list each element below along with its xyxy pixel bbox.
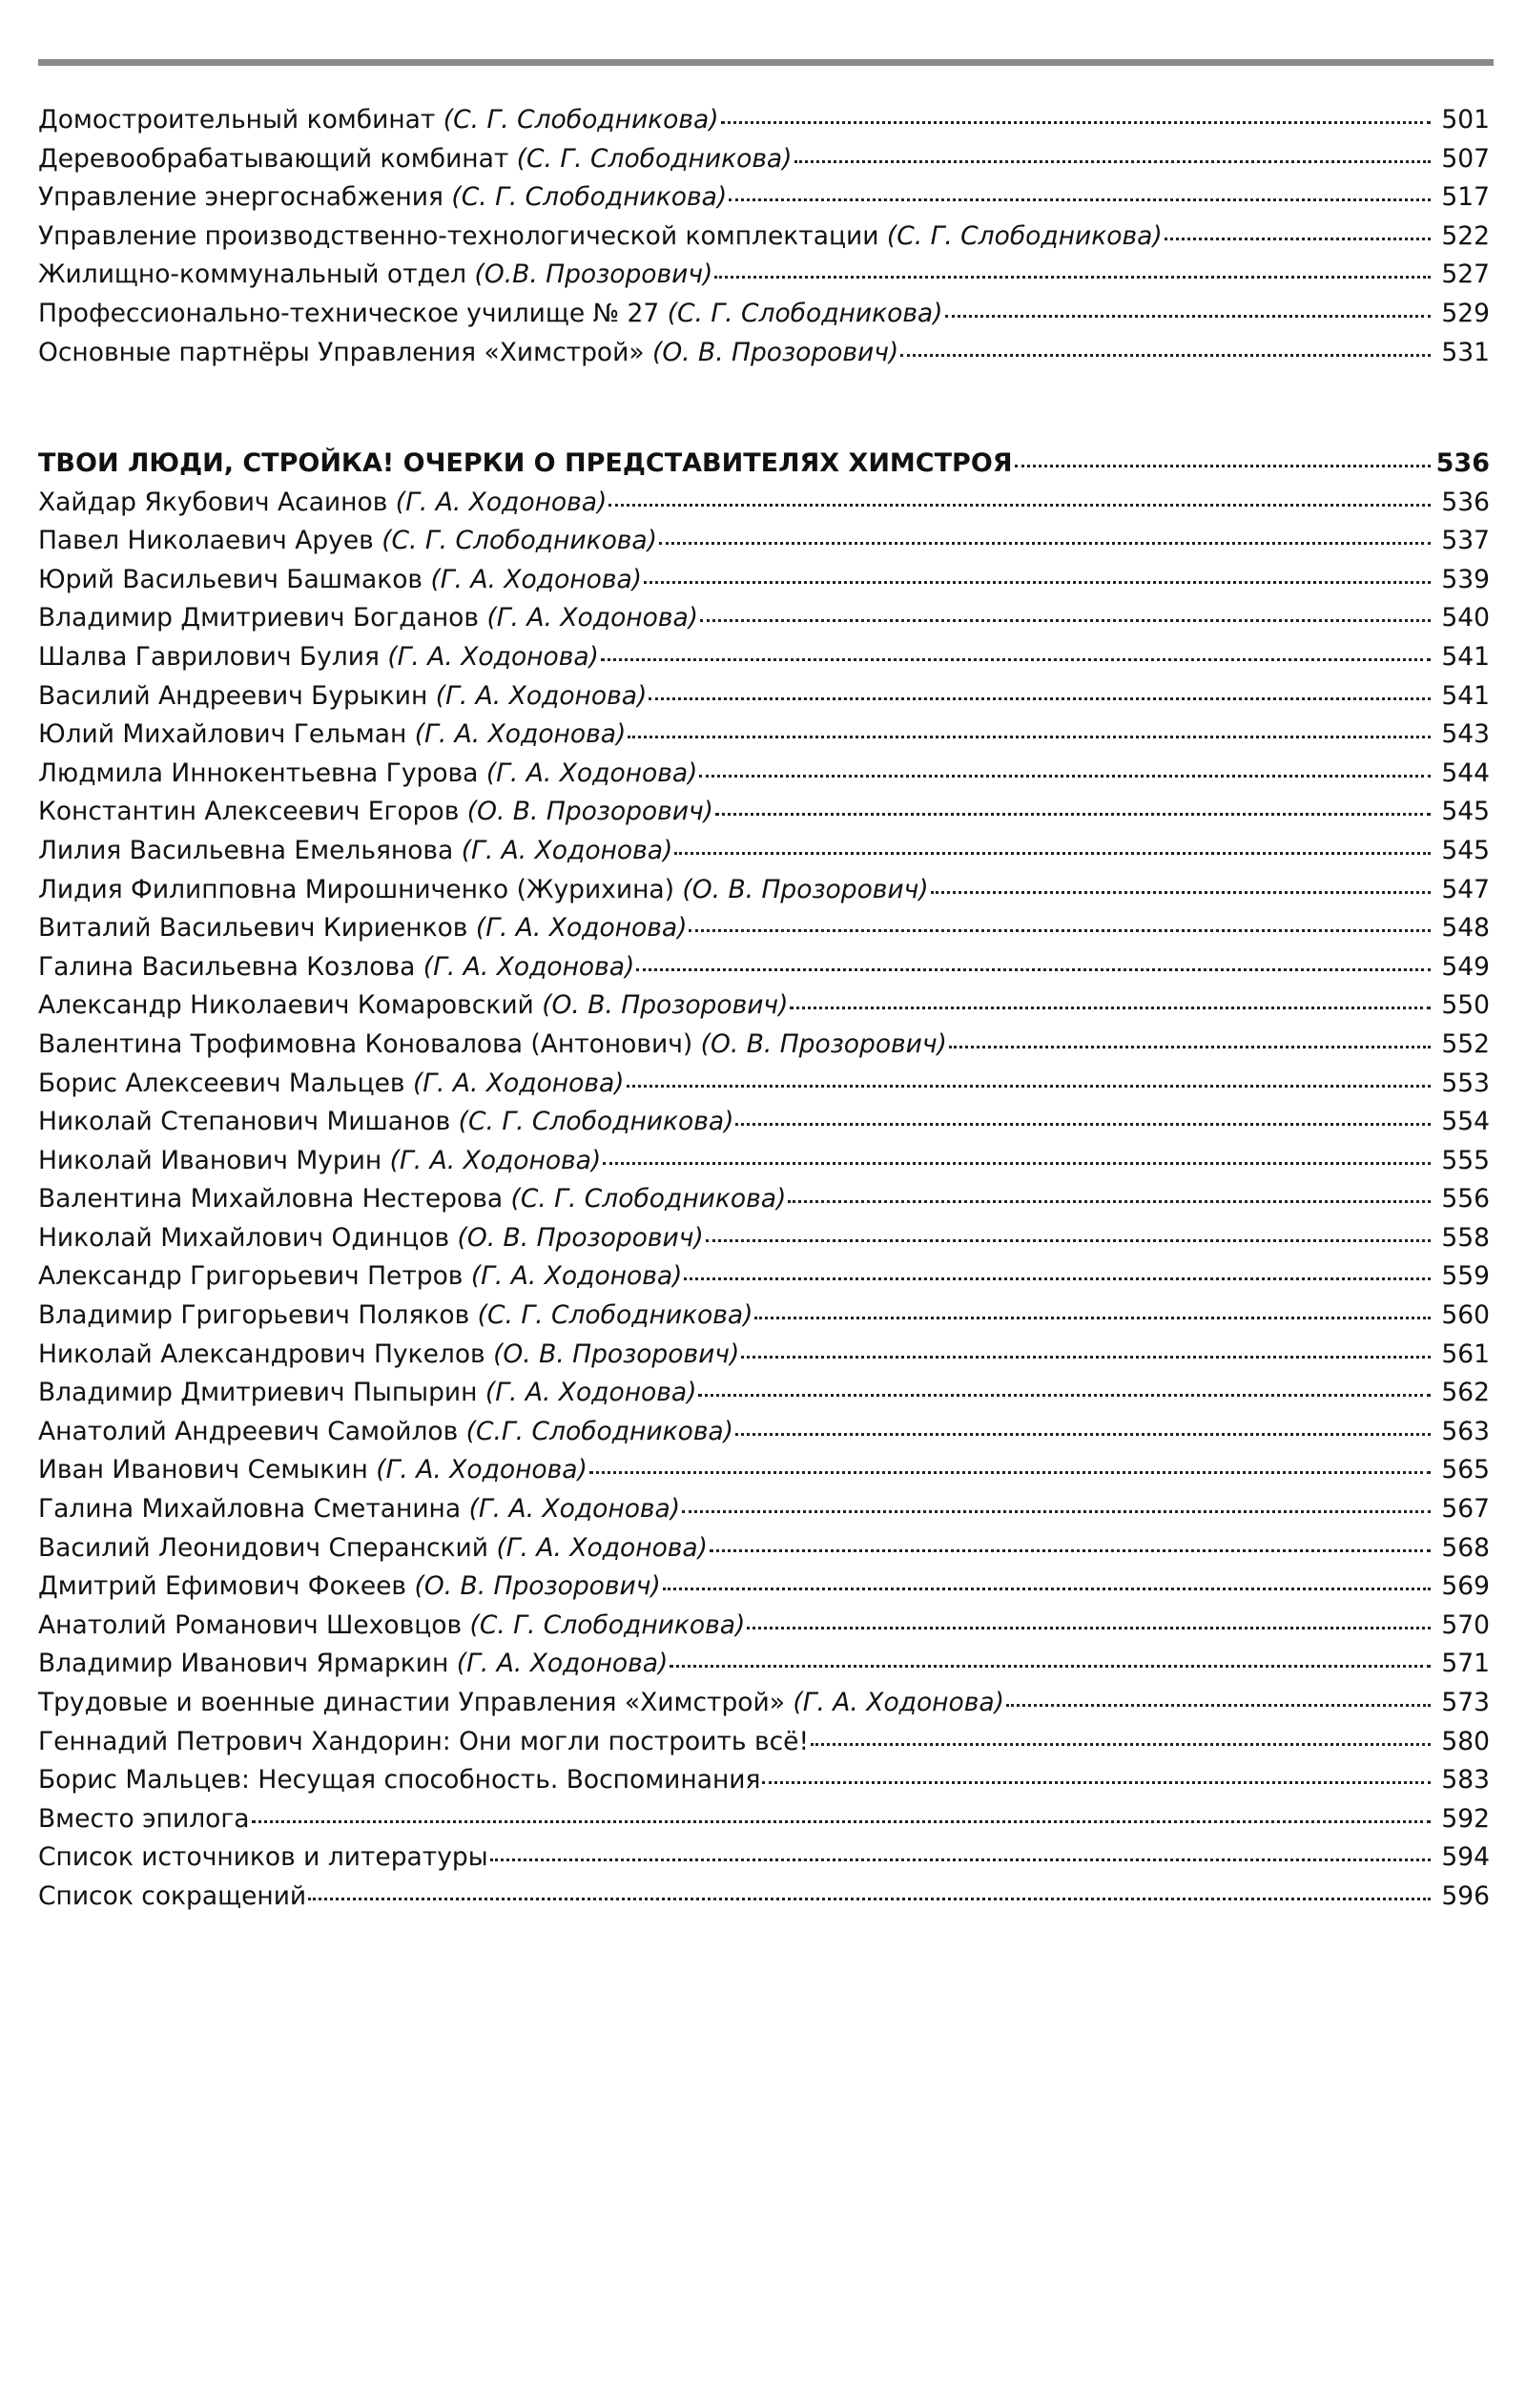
leader-dots [649, 695, 1431, 700]
leader-dots [715, 810, 1431, 816]
leader-dots [721, 118, 1431, 124]
page-number: 543 [1441, 719, 1490, 750]
entry-title-text: Юлий Михайлович Гельман [38, 719, 415, 750]
entry-author: (О. В. Прозорович) [682, 874, 929, 904]
entry-title-text: Список источников и литературы [38, 1842, 488, 1873]
toc-entry-title [38, 334, 898, 373]
toc-part1 [38, 101, 1490, 372]
entry-author: (Г. А. Ходонова) [389, 1145, 602, 1175]
toc-entry[interactable] [38, 1451, 1490, 1490]
toc-entry-title [38, 101, 719, 140]
toc-entry-title [38, 871, 929, 910]
toc-entry-title [38, 1684, 1004, 1723]
toc-entry[interactable] [38, 1336, 1490, 1375]
leader-dots [714, 273, 1431, 279]
leader-dots [700, 616, 1431, 622]
page-number: 517 [1441, 182, 1490, 213]
page-number: 594 [1441, 1842, 1490, 1873]
page-number: 596 [1441, 1880, 1490, 1911]
page-number: 529 [1441, 298, 1490, 328]
leader-dots [949, 1043, 1431, 1048]
toc-entry[interactable] [38, 1297, 1490, 1336]
entry-title-text: Александр Николаевич Комаровский [38, 990, 543, 1021]
toc-entry[interactable] [38, 522, 1490, 561]
leader-dots [794, 157, 1431, 163]
page-number: 567 [1441, 1494, 1490, 1525]
leader-dots [1165, 235, 1431, 240]
page-number: 592 [1441, 1803, 1490, 1834]
toc-entry-title [38, 1374, 696, 1413]
entry-title-text: Вместо эпилога [38, 1803, 250, 1834]
page-number: 536 [1441, 487, 1490, 517]
page-number: 507 [1441, 143, 1490, 174]
leader-dots [790, 1004, 1431, 1009]
page-number: 573 [1441, 1688, 1490, 1717]
toc-entry[interactable] [38, 1684, 1490, 1723]
entry-title-text: Николай Михайлович Одинцов [38, 1222, 458, 1253]
toc-entry-title [38, 561, 642, 600]
page-number: 555 [1441, 1145, 1490, 1175]
toc-entry[interactable] [38, 909, 1490, 948]
toc-entry[interactable] [38, 101, 1490, 140]
entry-title-text: Николай Степанович Мишанов [38, 1107, 459, 1137]
toc-entry-title [38, 1607, 745, 1646]
entry-author: (С.Г. Слободникова) [465, 1416, 734, 1446]
entry-title-text: Василий Леонидович Сперанский [38, 1532, 497, 1563]
toc-part2 [38, 445, 1490, 1917]
entry-author: (Г. А. Ходонова) [475, 913, 688, 944]
entry-author: (Г. А. Ходонова) [435, 680, 648, 711]
toc-entry[interactable] [38, 1065, 1490, 1104]
toc-entry[interactable] [38, 832, 1490, 871]
page-number: 554 [1441, 1107, 1490, 1137]
entry-title-text: Владимир Дмитриевич Богданов [38, 603, 487, 633]
page-number: 522 [1441, 220, 1490, 251]
leader-dots [674, 849, 1431, 855]
toc-entry-title [38, 1297, 753, 1336]
entry-title-text: Жилищно-коммунальный отдел [38, 259, 475, 290]
toc-entry-title [38, 1838, 488, 1878]
leader-dots [735, 1120, 1431, 1126]
entry-author: (Г. А. Ходонова) [461, 835, 673, 865]
entry-author: (Г. А. Ходонова) [430, 564, 643, 594]
toc-entry[interactable] [38, 677, 1490, 716]
entry-author: (Г. А. Ходонова) [485, 1378, 697, 1408]
entry-title-text: Управление энергоснабжения [38, 182, 452, 213]
page-number: 560 [1441, 1300, 1490, 1331]
entry-title-text: Лилия Васильевна Емельянова [38, 835, 462, 865]
entry-title-text: Галина Михайловна Сметанина [38, 1494, 469, 1525]
entry-author: (Г. А. Ходонова) [423, 951, 635, 982]
page-number: 552 [1441, 1028, 1490, 1059]
entry-author: (Г. А. Ходонова) [387, 641, 599, 672]
leader-dots [811, 1740, 1431, 1746]
entry-title-text: Борис Алексеевич Мальцев [38, 1068, 413, 1098]
entry-title-text: Николай Иванович Мурин [38, 1145, 390, 1175]
entry-title-text: Павел Николаевич Аруев [38, 526, 382, 556]
entry-author: (Г. А. Ходонова) [456, 1649, 669, 1679]
toc-entry-title [38, 1413, 733, 1452]
toc-entry-title [38, 1490, 680, 1529]
leader-dots [663, 1585, 1431, 1590]
leader-dots [931, 888, 1431, 894]
toc-entry[interactable] [38, 755, 1490, 794]
leader-dots [747, 1624, 1431, 1630]
toc-entry-title [38, 178, 727, 218]
page-number: 550 [1441, 990, 1490, 1021]
entry-author: (О. В. Прозорович) [466, 797, 713, 827]
entry-title-text: Деревообрабатывающий комбинат [38, 143, 517, 174]
page-number: 558 [1441, 1222, 1490, 1253]
page-number: 553 [1441, 1068, 1490, 1098]
entry-author: (С. Г. Слободникова) [477, 1300, 753, 1331]
leader-dots [627, 1082, 1431, 1088]
page-number: 561 [1441, 1339, 1490, 1369]
section-heading-page: 536 [1435, 448, 1490, 478]
toc-entry-title [38, 755, 697, 794]
section-heading-title: ТВОИ ЛЮДИ, СТРОЙКА! ОЧЕРКИ О ПРЕДСТАВИТЕЛЯХ ХИМСТРОЯ [38, 448, 1013, 478]
entry-author: (С. Г. Слободникова) [451, 182, 728, 213]
toc-entry-title [38, 140, 793, 179]
toc-entry-title [38, 1065, 625, 1104]
leader-dots [698, 1391, 1431, 1397]
entry-author: (О. В. Прозорович) [414, 1571, 661, 1602]
entry-title-text: Владимир Григорьевич Поляков [38, 1300, 478, 1331]
page-number: 559 [1441, 1261, 1490, 1292]
toc-entry[interactable] [38, 561, 1490, 600]
toc-entry-title [38, 638, 599, 677]
toc-entry-title [38, 677, 647, 716]
toc-entry[interactable] [38, 1800, 1490, 1839]
entry-author: (Г. А. Ходонова) [486, 603, 699, 633]
page-number: 556 [1441, 1184, 1490, 1214]
entry-title-text: Владимир Иванович Ярмаркин [38, 1649, 457, 1679]
entry-title-text: Галина Васильевна Козлова [38, 951, 423, 982]
page-number: 541 [1441, 680, 1490, 711]
entry-title-text: Александр Григорьевич Петров [38, 1261, 471, 1292]
toc-entry[interactable] [38, 484, 1490, 523]
top-rule [38, 59, 1494, 66]
leader-dots [684, 1275, 1431, 1280]
toc-entry[interactable] [38, 1723, 1490, 1762]
entry-author: (Г. А. Ходонова) [470, 1261, 683, 1292]
entry-author: (С. Г. Слободникова) [510, 1184, 787, 1214]
entry-author: (О.В. Прозорович) [474, 259, 713, 290]
leader-dots [628, 733, 1431, 738]
leader-dots [682, 1507, 1431, 1513]
leader-dots [490, 1856, 1431, 1861]
toc-entry[interactable] [38, 1374, 1490, 1413]
page-number: 547 [1441, 874, 1490, 904]
toc-entry-title [38, 832, 672, 871]
toc-entry[interactable] [38, 716, 1490, 755]
toc-entry-title [38, 256, 712, 295]
toc-entry[interactable] [38, 1180, 1490, 1219]
toc-entry-title [38, 1878, 306, 1917]
entry-author: (Г. А. Ходонова) [496, 1532, 708, 1563]
leader-dots [308, 1895, 1431, 1900]
toc-entry-title [38, 793, 713, 832]
toc-entry[interactable] [38, 871, 1490, 910]
toc-entry[interactable] [38, 599, 1490, 638]
toc-entry[interactable] [38, 1838, 1490, 1878]
entry-author: (С. Г. Слободникова) [458, 1107, 734, 1137]
toc-entry[interactable] [38, 1878, 1490, 1917]
entry-author: (С. Г. Слободникова) [886, 220, 1163, 251]
entry-title-text: Анатолий Андреевич Самойлов [38, 1416, 466, 1446]
entry-title-text: Людмила Иннокентьевна Гурова [38, 758, 486, 788]
leader-dots [603, 1159, 1431, 1165]
toc-entry[interactable] [38, 1490, 1490, 1529]
entry-author: (Г. А. Ходонова) [376, 1455, 588, 1485]
toc-entry[interactable] [38, 1413, 1490, 1452]
entry-title-text: Геннадий Петрович Хандорин: Они могли построить всё! [38, 1726, 810, 1756]
toc-entry-title [38, 909, 687, 948]
toc-entry-title [38, 484, 607, 523]
leader-dots [589, 1468, 1431, 1474]
toc-entry-title [38, 1219, 704, 1258]
entry-author: (С. Г. Слободникова) [469, 1609, 746, 1640]
leader-dots [608, 501, 1431, 507]
entry-title-text: Список сокращений [38, 1880, 307, 1911]
entry-title-text: Владимир Дмитриевич Пыпырин [38, 1378, 485, 1408]
toc-entry-title [38, 1645, 668, 1684]
page-number: 539 [1441, 564, 1490, 594]
toc-entry[interactable] [38, 256, 1490, 295]
toc-entry[interactable] [38, 986, 1490, 1026]
page-number: 545 [1441, 835, 1490, 865]
leader-dots [900, 351, 1431, 357]
entry-author: (С. Г. Слободникова) [443, 105, 719, 135]
toc-entry-title [38, 1180, 786, 1219]
entry-author: (О. В. Прозорович) [542, 990, 789, 1021]
leader-dots [1006, 1701, 1431, 1707]
toc-entry-title [38, 1529, 708, 1568]
leader-dots [670, 1662, 1431, 1668]
toc-entry-title [38, 599, 698, 638]
leader-dots [945, 312, 1431, 318]
leader-dots [729, 196, 1431, 201]
entry-author: (О. В. Прозорович) [457, 1222, 704, 1253]
entry-title-text: Анатолий Романович Шеховцов [38, 1609, 470, 1640]
toc-entry[interactable] [38, 638, 1490, 677]
toc-entry[interactable] [38, 1103, 1490, 1142]
toc-entry[interactable] [38, 334, 1490, 373]
toc-entry-title [38, 1257, 682, 1297]
toc-entry-title [38, 1800, 250, 1839]
leader-dots [644, 578, 1431, 584]
toc-entry-title [38, 1336, 739, 1375]
toc-entry-title [38, 522, 657, 561]
entry-author: (Г. А. Ходонова) [793, 1688, 1004, 1717]
leader-dots [762, 1778, 1431, 1784]
page-number: 549 [1441, 951, 1490, 982]
toc-entry-title [38, 948, 634, 987]
entry-title-text: Управление производственно-технологической комплектации [38, 220, 887, 251]
page-number: 580 [1441, 1726, 1490, 1756]
page-number: 570 [1441, 1609, 1490, 1640]
toc-entry[interactable] [38, 295, 1490, 334]
leader-dots [636, 965, 1431, 971]
toc-entry-title [38, 218, 1163, 257]
entry-title-text: Василий Андреевич Бурыкин [38, 680, 436, 711]
entry-title-text: Трудовые и военные династии Управления «Химстрой» [38, 1688, 794, 1717]
entry-title-text: Шалва Гаврилович Булия [38, 641, 388, 672]
entry-title-text: Хайдар Якубович Асаинов [38, 487, 396, 517]
leader-dots [689, 926, 1431, 932]
leader-dots [1015, 462, 1431, 467]
leader-dots [741, 1353, 1431, 1359]
entry-author: (О. В. Прозорович) [493, 1339, 740, 1369]
toc-entry[interactable] [38, 1257, 1490, 1297]
toc-entry[interactable] [38, 1026, 1490, 1065]
entry-author: (Г. А. Ходонова) [414, 719, 627, 750]
toc-entry[interactable] [38, 178, 1490, 218]
toc-entry-title [38, 1451, 588, 1490]
toc-entry[interactable] [38, 793, 1490, 832]
entry-author: (Г. А. Ходонова) [485, 758, 698, 788]
entry-title-text: Валентина Трофимовна Коновалова (Антонович) [38, 1028, 701, 1059]
page-number: 583 [1441, 1765, 1490, 1796]
leader-dots [735, 1430, 1431, 1436]
leader-dots [601, 655, 1431, 661]
entry-title-text: Лидия Филипповна Мирошниченко (Журихина) [38, 874, 683, 904]
entry-author: (С. Г. Слободникова) [382, 526, 657, 556]
entry-author: (Г. А. Ходонова) [412, 1068, 625, 1098]
entry-title-text: Константин Алексеевич Егоров [38, 797, 467, 827]
page-number: 545 [1441, 797, 1490, 827]
toc-entry[interactable] [38, 1645, 1490, 1684]
toc-entry-title [38, 1103, 733, 1142]
page-number: 563 [1441, 1416, 1490, 1446]
page-number: 562 [1441, 1378, 1490, 1408]
page-number: 569 [1441, 1571, 1490, 1602]
entry-author: (О. В. Прозорович) [651, 337, 899, 367]
toc-entry[interactable] [38, 948, 1490, 987]
entry-title-text: Дмитрий Ефимович Фокеев [38, 1571, 415, 1602]
toc-entry[interactable] [38, 1607, 1490, 1646]
toc-entry-title [38, 1723, 809, 1762]
entry-author: (С. Г. Слободникова) [667, 298, 943, 328]
toc-entry[interactable] [38, 218, 1490, 257]
toc-entry[interactable] [38, 1567, 1490, 1607]
leader-dots [706, 1236, 1431, 1242]
leader-dots [710, 1547, 1431, 1552]
entry-title-text: Профессионально-техническое училище № 27 [38, 298, 668, 328]
leader-dots [699, 772, 1431, 778]
toc-entry[interactable] [38, 1529, 1490, 1568]
entry-author: (Г. А. Ходонова) [395, 487, 608, 517]
entry-author: (С. Г. Слободникова) [516, 143, 793, 174]
page-number: 548 [1441, 913, 1490, 944]
entry-title-text: Иван Иванович Семыкин [38, 1455, 377, 1485]
entry-title-text: Домостроительный комбинат [38, 105, 443, 135]
page-number: 540 [1441, 603, 1490, 633]
toc-entry-title [38, 1142, 601, 1181]
toc-entry-title [38, 1761, 760, 1800]
page-number: 531 [1441, 337, 1490, 367]
entry-author: (Г. А. Ходонова) [468, 1494, 681, 1525]
entry-title-text: Основные партнёры Управления «Химстрой» [38, 337, 652, 367]
entry-title-text: Валентина Михайловна Нестерова [38, 1184, 511, 1214]
toc-entry[interactable] [38, 1761, 1490, 1800]
toc-entry[interactable] [38, 140, 1490, 179]
entry-title-text: Николай Александрович Пукелов [38, 1339, 494, 1369]
toc-entry-title [38, 1026, 947, 1065]
page-number: 541 [1441, 641, 1490, 672]
page-number: 565 [1441, 1455, 1490, 1485]
page-number: 527 [1441, 259, 1490, 290]
toc-entry-title [38, 716, 626, 755]
leader-dots [659, 539, 1431, 545]
page-number: 571 [1441, 1649, 1490, 1679]
entry-title-text: Юрий Васильевич Башмаков [38, 564, 431, 594]
leader-dots [754, 1314, 1431, 1319]
leader-dots [252, 1817, 1431, 1823]
section-heading[interactable] [38, 445, 1490, 484]
page-number: 568 [1441, 1532, 1490, 1563]
toc-entry[interactable] [38, 1219, 1490, 1258]
entry-title-text: Борис Мальцев: Несущая способность. Воспоминания [38, 1765, 761, 1796]
toc-entry[interactable] [38, 1142, 1490, 1181]
leader-dots [788, 1197, 1431, 1203]
page-number: 537 [1441, 526, 1490, 556]
toc-entry-title [38, 1567, 661, 1607]
entry-author: (О. В. Прозорович) [700, 1028, 947, 1059]
toc-entry-title [38, 986, 788, 1026]
page-number: 501 [1441, 105, 1490, 135]
entry-title-text: Виталий Васильевич Кириенков [38, 913, 476, 944]
toc-entry-title [38, 295, 943, 334]
page-number: 544 [1441, 758, 1490, 788]
